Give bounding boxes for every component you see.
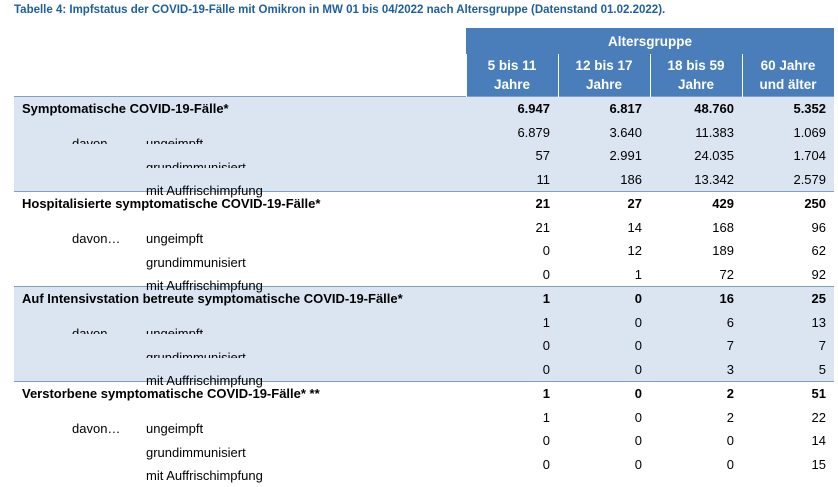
row-label-cell: [14, 358, 466, 389]
value-cell: 1: [542, 409, 550, 425]
value-cell: 11.383: [650, 121, 742, 145]
value-cell: 7: [650, 334, 742, 358]
table-section: [14, 97, 834, 199]
value-cell: 62: [811, 243, 827, 259]
table-row: [14, 406, 834, 430]
table-row: [14, 453, 834, 477]
vaccination-category-label: mit Auffrischimpfung: [146, 183, 263, 199]
total-cell: 27: [558, 192, 650, 216]
total-cell: 5.352: [742, 97, 834, 121]
vaccination-status-table: [14, 28, 835, 484]
table-row: [14, 263, 834, 287]
row-label-cell: [14, 168, 466, 199]
row-label-cell: [14, 429, 466, 460]
table-section: [14, 382, 834, 484]
section-title: Verstorbene symptomatische COVID-19-Fälle* **: [14, 382, 466, 406]
value-cell: 2.579: [742, 168, 834, 192]
total-cell: 0: [558, 382, 650, 406]
table-row: [14, 168, 834, 192]
total-cell: 48.760: [650, 97, 742, 121]
value-cell: 0: [634, 456, 642, 472]
row-label-cell: [14, 216, 466, 247]
section-total-row: [14, 287, 834, 311]
value-cell: 24.035: [650, 144, 742, 168]
value-cell: 11: [466, 168, 558, 192]
row-label-cell: [14, 239, 466, 270]
header-blank-cell: [14, 54, 466, 97]
value-cell: 0: [542, 456, 550, 472]
total-cell: 6.817: [558, 97, 650, 121]
vaccination-category-label: mit Auffrischimpfung: [146, 278, 263, 294]
row-label-cell: [14, 406, 466, 437]
total-cell: 51: [742, 382, 834, 406]
value-cell: 0: [634, 433, 642, 449]
value-cell: 57: [466, 144, 558, 168]
value-cell: 3: [650, 358, 742, 382]
vaccination-category-label: ungeimpft: [146, 231, 204, 247]
table-caption: Tabelle 4: Impfstatus der COVID-19-Fälle mit Omikron in MW 01 bis 04/2022 nach Altersgruppe (Datenstand 01.02.2022).: [14, 4, 666, 16]
value-cell: 6: [650, 311, 742, 335]
row-label-cell: [14, 121, 466, 145]
vaccination-category-label: grundimmunisiert: [146, 444, 246, 460]
value-cell: 72: [719, 266, 734, 282]
section-total-row: [14, 382, 834, 406]
total-cell: 2: [650, 382, 742, 406]
table-row: [14, 334, 834, 358]
value-cell: 1: [466, 311, 558, 335]
value-cell: 5: [742, 358, 834, 382]
table-row: [14, 358, 834, 382]
value-cell: 0: [558, 334, 650, 358]
section-total-row: [14, 192, 834, 216]
table-row: [14, 144, 834, 168]
section-title: Symptomatische COVID-19-Fälle*: [14, 97, 466, 121]
column-header-12-17: 12 bis 17 Jahre: [558, 54, 650, 97]
value-cell: 15: [811, 456, 827, 472]
column-header-60-plus: 60 Jahre und älter: [742, 54, 834, 97]
section-title: Hospitalisierte symptomatische COVID-19-Fälle*: [14, 192, 466, 216]
table-row: [14, 121, 834, 145]
value-cell: 12: [627, 243, 642, 259]
value-cell: 168: [712, 219, 734, 235]
total-cell: 16: [650, 287, 742, 311]
total-cell: 250: [742, 192, 834, 216]
value-cell: 14: [627, 219, 642, 235]
value-cell: 13.342: [650, 168, 742, 192]
value-cell: 21: [535, 219, 550, 235]
value-cell: 22: [811, 409, 827, 425]
value-cell: 0: [726, 456, 734, 472]
value-cell: 14: [811, 433, 827, 449]
value-cell: 13: [742, 311, 834, 335]
section-title: Auf Intensivstation betreute symptomatische COVID-19-Fälle*: [14, 287, 466, 311]
vaccination-category-label: ungeimpft: [146, 421, 204, 437]
value-cell: 0: [542, 266, 550, 282]
header-blank-cell: [14, 28, 466, 54]
value-cell: 186: [558, 168, 650, 192]
value-cell: 7: [742, 334, 834, 358]
total-cell: 0: [558, 287, 650, 311]
row-label-cell: [14, 334, 466, 358]
row-label-cell: [14, 453, 466, 484]
value-cell: 2.991: [558, 144, 650, 168]
value-cell: 0: [542, 433, 550, 449]
total-cell: 6.947: [466, 97, 558, 121]
value-cell: 92: [811, 266, 827, 282]
total-cell: 1: [466, 287, 558, 311]
value-cell: 189: [712, 243, 734, 259]
table-header: [14, 28, 834, 97]
row-label-cell: [14, 311, 466, 335]
table-section: [14, 287, 834, 389]
total-cell: 429: [650, 192, 742, 216]
vaccination-category-label: mit Auffrischimpfung: [146, 468, 263, 484]
row-label-cell: [14, 263, 466, 294]
vaccination-category-label: mit Auffrischimpfung: [146, 373, 263, 389]
column-header-5-11: 5 bis 11 Jahre: [466, 54, 558, 97]
total-cell: 21: [466, 192, 558, 216]
davon-label: davon…: [72, 421, 121, 437]
column-header-18-59: 18 bis 59 Jahre: [650, 54, 742, 97]
value-cell: 1.069: [742, 121, 834, 145]
value-cell: 0: [466, 334, 558, 358]
value-cell: 6.879: [466, 121, 558, 145]
table-row: [14, 311, 834, 335]
table-row: [14, 216, 834, 240]
value-cell: 3.640: [558, 121, 650, 145]
davon-label: davon…: [72, 231, 121, 247]
table-row: [14, 239, 834, 263]
value-cell: 2: [726, 409, 734, 425]
value-cell: 0: [726, 433, 734, 449]
value-cell: 0: [466, 358, 558, 382]
table-row: [14, 429, 834, 453]
value-cell: 1: [634, 266, 642, 282]
total-cell: 1: [466, 382, 558, 406]
value-cell: 1.704: [742, 144, 834, 168]
total-cell: 25: [742, 287, 834, 311]
section-total-row: [14, 97, 834, 121]
value-cell: 0: [634, 409, 642, 425]
value-cell: 96: [811, 219, 827, 235]
row-label-cell: [14, 144, 466, 168]
value-cell: 0: [558, 311, 650, 335]
table-section: [14, 192, 834, 294]
value-cell: 0: [542, 243, 550, 259]
vaccination-category-label: grundimmunisiert: [146, 254, 246, 270]
value-cell: 0: [558, 358, 650, 382]
age-group-header: Altersgruppe: [466, 28, 834, 54]
